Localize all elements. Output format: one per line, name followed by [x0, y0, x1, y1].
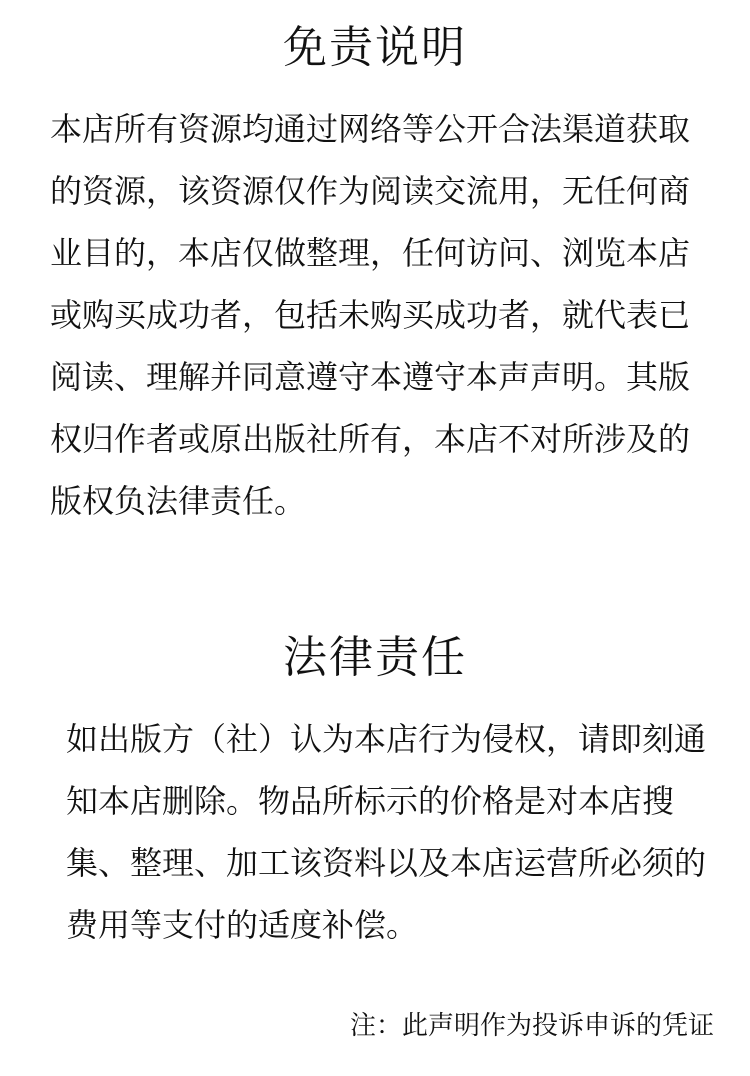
- disclaimer-paragraph: 本店所有资源均通过网络等公开合法渠道获取的资源，该资源仅作为阅读交流用，无任何商业目的，本店仅做整理，任何访问、浏览本店或购买成功者，包括未购买成功者，就代表已阅读、理解并同意遵守本遵守本声声明。其版权归作者或原出版社所有，本店不对所涉及的版权负法律责任。: [50, 110, 691, 520]
- legal-responsibility-title: 法律责任: [283, 632, 467, 683]
- disclaimer-title: 免责说明: [283, 22, 467, 73]
- legal-responsibility-paragraph: 如出版方（社）认为本店行为侵权，请即刻通知本店删除。物品所标示的价格是对本店搜集、整理、加工该资料以及本店运营所必须的费用等支付的适度补偿。: [66, 720, 707, 944]
- footnote: 注：此声明作为投诉申诉的凭证: [349, 1011, 714, 1041]
